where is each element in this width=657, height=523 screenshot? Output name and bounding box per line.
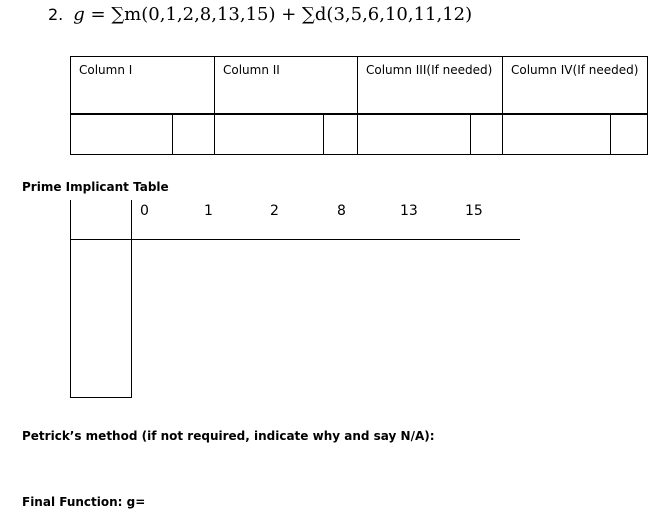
column-4-header: Column IV(If needed) (503, 57, 648, 114)
entry-cell[interactable] (173, 115, 215, 155)
minterm-header: 13 (400, 203, 418, 219)
minterm-header: 15 (465, 203, 483, 219)
grid-divider (131, 200, 132, 398)
entry-cell[interactable] (215, 115, 324, 155)
column-3-header: Column III(If needed) (358, 57, 503, 114)
minterm-header: 8 (337, 203, 346, 219)
minterm-header: 0 (140, 203, 149, 219)
entry-cell[interactable] (358, 115, 471, 155)
minterm-header: 2 (270, 203, 279, 219)
prime-implicant-table-title: Prime Implicant Table (22, 180, 169, 194)
entry-cell[interactable] (503, 115, 611, 155)
minterm-header: 1 (204, 203, 213, 219)
entry-cell[interactable] (471, 115, 503, 155)
entry-cell[interactable] (324, 115, 358, 155)
problem-statement (48, 4, 472, 25)
function-expression: = ∑m(0,1,2,8,13,15) + ∑d(3,5,6,10,11,12) (90, 4, 473, 25)
grid-bottom-border (70, 397, 132, 398)
final-function-label: Final Function: g= (22, 495, 146, 509)
petrick-method-label: Petrick’s method (if not required, indicate why and say N/A): (22, 429, 435, 443)
entry-cell[interactable] (71, 115, 173, 155)
column-2-header: Column II (215, 57, 358, 114)
entry-cell[interactable] (611, 115, 648, 155)
column-header-table (70, 56, 648, 114)
column-1-header: Column I (71, 57, 215, 114)
column-entry-row (70, 114, 648, 155)
grid-header-line (70, 239, 520, 240)
problem-number: 2. (48, 5, 64, 24)
function-variable: g (73, 4, 85, 25)
grid-left-border (70, 200, 71, 398)
